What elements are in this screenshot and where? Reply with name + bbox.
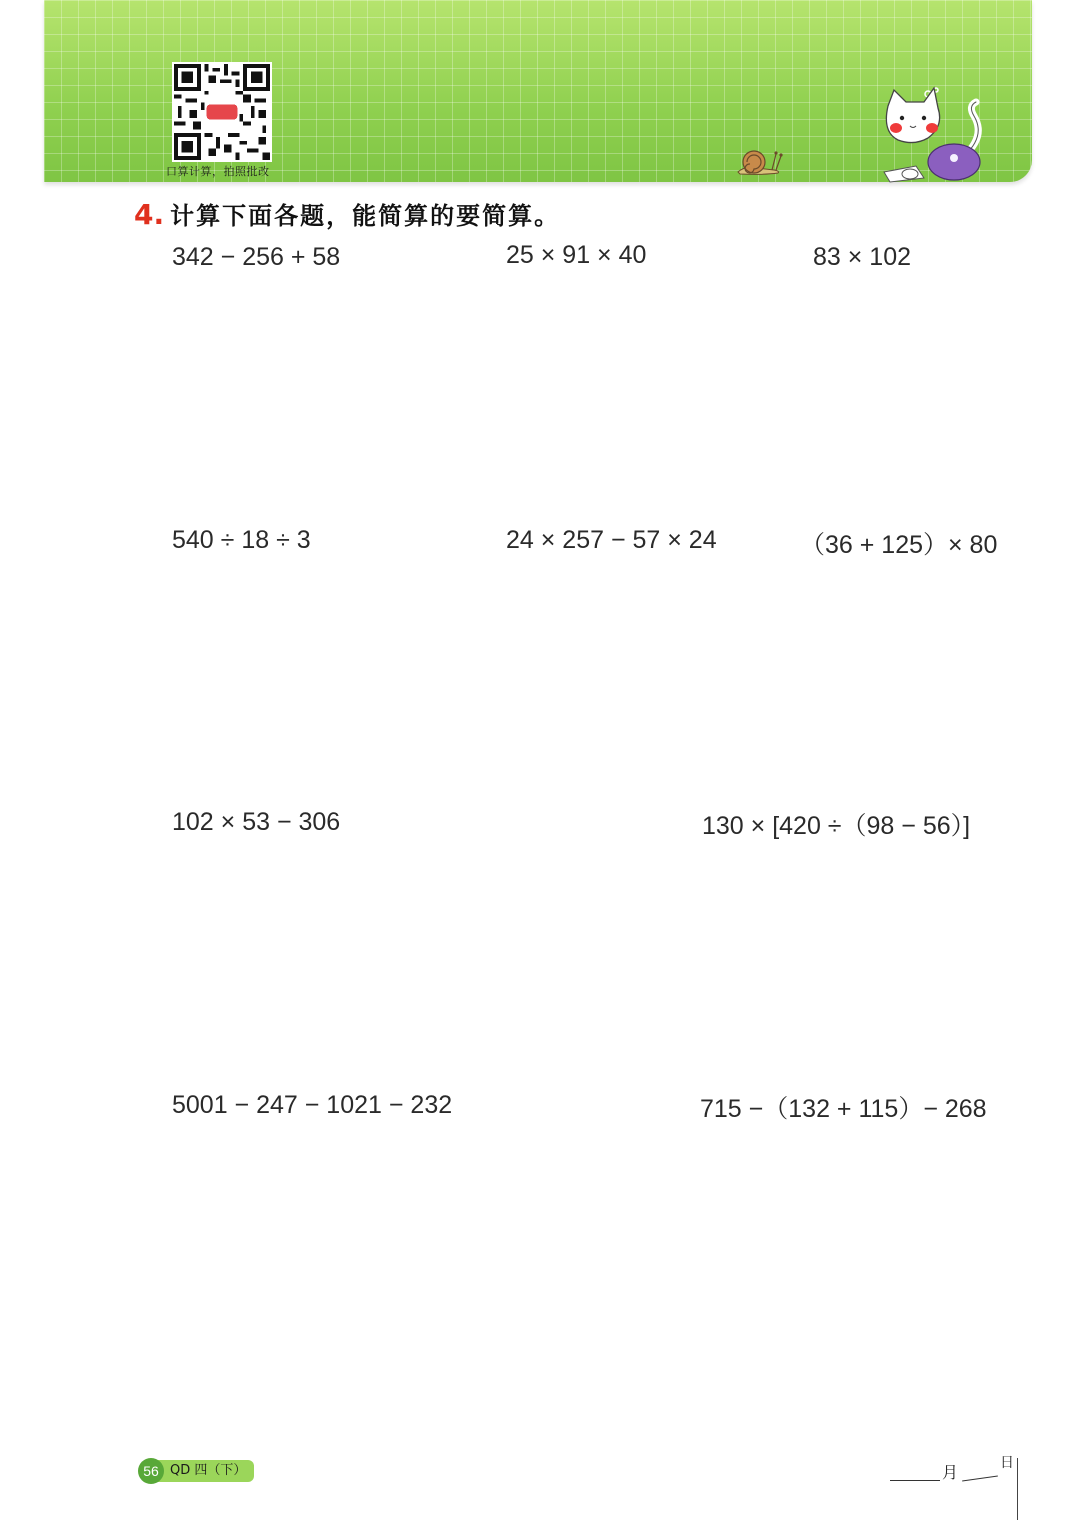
problem-3: 83 × 102: [813, 243, 912, 271]
qr-caption: 口算计算，拍照批改: [166, 165, 270, 178]
day-label: 日: [1000, 1455, 1014, 1471]
qr-code-icon[interactable]: [172, 62, 272, 162]
page-badge: [138, 1459, 254, 1483]
day-blank: [962, 1475, 998, 1481]
snail-icon: [734, 140, 784, 176]
month-label: 月: [942, 1463, 959, 1482]
date-field: [888, 1455, 1018, 1488]
cat-icon: [836, 86, 986, 186]
month-blank: [890, 1480, 940, 1481]
problem-8: 130 × [420 ÷（98 − 56）]: [702, 812, 971, 840]
problem-7: 102 × 53 − 306: [172, 808, 341, 836]
page-number: 56: [138, 1458, 164, 1484]
section-instruction: 计算下面各题，能简算的要简算。: [170, 202, 561, 230]
book-tag: QD 四（下）: [158, 1460, 254, 1482]
problem-6: （36 + 125）× 80: [800, 531, 998, 559]
margin-rule: [1017, 1458, 1018, 1520]
section-heading: [134, 196, 560, 231]
problem-4: 540 ÷ 18 ÷ 3: [172, 526, 311, 554]
problem-10: 715 −（132 + 115）− 268: [700, 1095, 987, 1123]
problem-9: 5001 − 247 − 1021 − 232: [172, 1091, 453, 1119]
problem-1: 342 − 256 + 58: [172, 243, 341, 271]
problem-5: 24 × 257 − 57 × 24: [506, 526, 717, 554]
section-number: 4.: [134, 198, 165, 231]
header-banner: [44, 0, 1032, 182]
problem-2: 25 × 91 × 40: [506, 241, 647, 269]
